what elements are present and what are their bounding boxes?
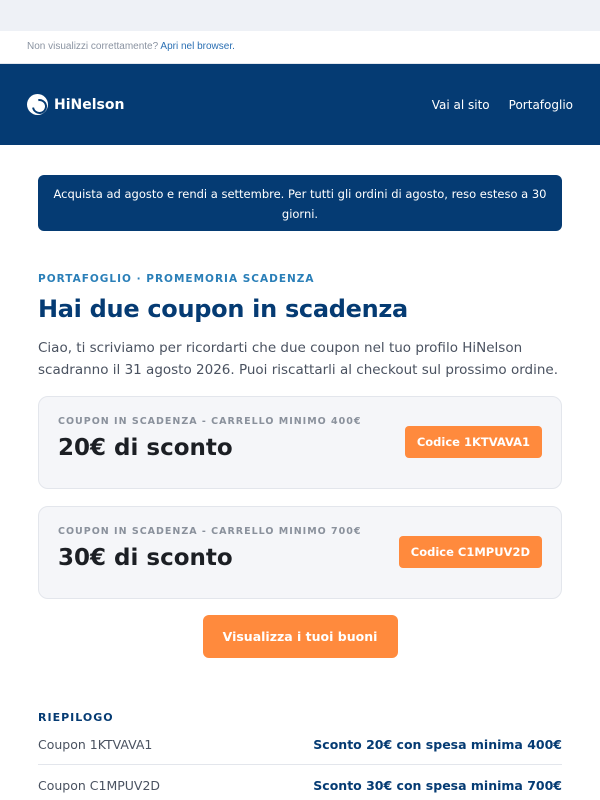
view-coupons-button[interactable]: Visualizza i tuoi buoni bbox=[203, 615, 398, 658]
preheader bbox=[0, 31, 600, 64]
summary-title: RIEPILOGO bbox=[38, 711, 114, 724]
promo-banner: Acquista ad agosto e rendi a settembre. Per tutti gli ordini di agosto, reso esteso a 30 giorni. bbox=[38, 175, 562, 231]
email-body bbox=[0, 145, 600, 800]
open-in-browser-link[interactable]: Apri nel browser. bbox=[160, 41, 235, 52]
summary-value: Sconto 20€ con spesa minima 400€ bbox=[313, 736, 562, 752]
coupon-card bbox=[38, 396, 562, 489]
coupon-label: COUPON IN SCADENZA - CARRELLO MINIMO 700€ bbox=[58, 526, 362, 537]
coupon-code-button[interactable]: Codice C1MPUV2D bbox=[399, 536, 542, 568]
cta-wrapper bbox=[38, 615, 562, 658]
hinelson-logo-icon bbox=[27, 94, 48, 115]
page-title: Hai due coupon in scadenza bbox=[38, 295, 408, 323]
summary-key: Coupon 1KTVAVA1 bbox=[38, 736, 153, 752]
preheader-text: Non visualizzi correttamente? bbox=[27, 41, 159, 52]
summary-value: Sconto 30€ con spesa minima 700€ bbox=[313, 777, 562, 793]
eyebrow: PORTAFOGLIO · PROMEMORIA SCADENZA bbox=[38, 273, 315, 285]
logo[interactable] bbox=[27, 94, 124, 115]
coupon-code-button[interactable]: Codice 1KTVAVA1 bbox=[405, 426, 542, 458]
top-spacer bbox=[0, 0, 600, 31]
coupon-value: 30€ di sconto bbox=[58, 545, 233, 571]
email-header bbox=[0, 64, 600, 145]
header-nav bbox=[432, 98, 573, 112]
intro-text: Ciao, ti scriviamo per ricordarti che due coupon nel tuo profilo HiNelson scadranno il 31 agosto 2026. Puoi riscattarli al checkout sul prossimo ordine. bbox=[38, 340, 558, 378]
nav-link-wallet[interactable]: Portafoglio bbox=[508, 97, 573, 112]
coupon-value: 20€ di sconto bbox=[58, 435, 233, 461]
summary-key: Coupon C1MPUV2D bbox=[38, 777, 161, 793]
summary-row bbox=[38, 724, 562, 765]
nav-link-site[interactable]: Vai al sito bbox=[431, 97, 490, 112]
coupon-label: COUPON IN SCADENZA - CARRELLO MINIMO 400€ bbox=[58, 416, 362, 427]
summary-row bbox=[38, 765, 562, 800]
logo-text: HiNelson bbox=[54, 96, 125, 113]
coupon-card bbox=[38, 506, 562, 599]
